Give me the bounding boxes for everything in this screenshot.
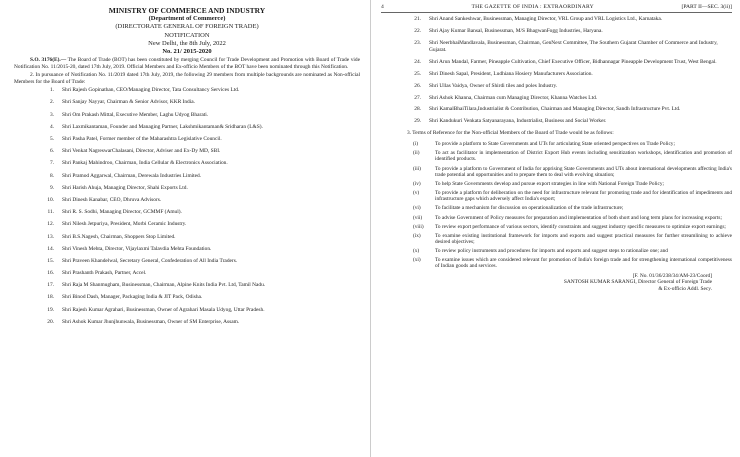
member-item-number: 29. — [414, 118, 421, 125]
tor-item-text: To provide a platform for deliberation on the need for infrastructure relevant for promoting trade and for identification of impediments and infrastructure gaps which adversely affect India's export; — [435, 190, 732, 203]
member-item-text: Shri Venkat NagreswarChalasani, Director, Adviser and Ex-Dy MD, SBI. — [62, 148, 221, 155]
member-item-text: Shri Pankaj Mahindroo, Chairman, India Cellular & Electronics Association. — [62, 160, 228, 167]
member-item — [381, 40, 732, 53]
member-item-text: Shri Prashanth Prakash, Partner, Accel. — [62, 270, 147, 277]
member-item — [14, 258, 360, 265]
member-item-text: Shri KamalBhaiTilara,Industrialist & Contribution, Chairman and Managing Director, Sandh Infrastructure Pvt. Ltd. — [429, 106, 681, 113]
tor-item-number: (iv) — [413, 180, 421, 187]
member-item-number: 21. — [414, 16, 421, 22]
intro-text: The Board of Trade (BOT) has been constituted by merging Council for Trade Development and Promotion with Board of Trade vide Notification No. 11/2015-20, dated 17th July, 2019. Official Members and Ex-officio Members of the BOT have been nominated through this Notification. — [14, 57, 360, 71]
member-item-text: Shri Pramod Aggarwal, Chairman, Derewala Industries Limited. — [62, 172, 202, 179]
so-reference: S.O. 3176(E).— — [30, 57, 67, 64]
tor-item-number: (iii) — [413, 165, 421, 172]
tor-item-text: To help State Governments develop and pursue export strategies in line with National Foreign Trade Policy; — [435, 180, 664, 187]
tor-item — [413, 150, 732, 163]
member-item — [14, 270, 360, 277]
notification-label: NOTIFICATION — [164, 31, 210, 39]
member-item — [14, 221, 360, 228]
intro-paragraph — [14, 57, 360, 70]
member-item-number: 4. — [49, 123, 54, 130]
ministry-heading: MINISTRY OF COMMERCE AND INDUSTRY — [108, 6, 266, 15]
tor-item-number: (viii) — [413, 223, 424, 230]
place-date: New Delhi, the 8th July, 2022 — [148, 39, 226, 47]
member-list-right — [381, 16, 732, 125]
member-item — [14, 148, 360, 155]
tor-intro: 3. Terms of Reference for the Non-official Members of the Board of Trade would be as follows: — [407, 130, 614, 137]
member-item-number: 3. — [49, 111, 54, 118]
member-item-number: 19. — [47, 306, 54, 313]
member-item — [14, 307, 360, 314]
tor-item-number: (ii) — [413, 150, 420, 157]
member-item-text: Shri Ashok Khanna, Chairman cum Managing Director, Khanna Watches Ltd. — [429, 94, 598, 101]
member-item — [14, 124, 360, 131]
tor-item — [413, 181, 732, 187]
member-item-text: Shri Laxmikantaman, Founder and Managing Partner, Lakshmikantaman& Sridharan (L&S). — [62, 123, 263, 130]
member-item-number: 2. — [49, 99, 54, 106]
member-item — [14, 87, 360, 94]
member-item-number: 27. — [414, 94, 421, 101]
tor-item-text: To review policy instruments and procedures for imports and exports and suggest steps to rationalize one; and — [435, 248, 668, 255]
member-item-text: Shri Anand Sankeshwar, Businessman, Managing Director, VRL Group and VRL Logistics Ltd., Karnataka. — [429, 16, 663, 22]
member-item — [14, 112, 360, 119]
member-item-number: 14. — [47, 245, 54, 252]
gazette-title: THE GAZETTE OF INDIA : EXTRAORDINARY — [471, 4, 594, 10]
member-item — [14, 173, 360, 180]
member-item — [14, 185, 360, 192]
tor-item-text: To act as facilitator in implementation of District Export Hub events including sensitization workshops, identification and promotion of identified products. — [435, 150, 732, 163]
member-item-text: Shri Arun Mandal, Farmer, Pineapple Cultivation, Chief Executive Officer, Bidhannagar Pineapple Development Trust, West Bengal. — [429, 58, 717, 65]
member-item-number: 9. — [49, 184, 54, 191]
member-item — [381, 83, 732, 90]
member-item — [14, 246, 360, 253]
file-number: [F. No. 01/36/238/34/AM-23/Coord] — [632, 272, 712, 279]
tor-item — [413, 224, 732, 230]
page-number: 4 — [381, 4, 384, 10]
member-item — [14, 136, 360, 143]
part-label: [PART II—SEC. 3(ii)] — [681, 4, 732, 10]
tor-item-text: To provide a platform to State Governments and UTs for articulating State oriented perspectives on Trade Policy; — [435, 141, 675, 148]
tor-item-number: (xi) — [413, 257, 421, 264]
terms-of-reference-list — [381, 141, 732, 270]
tor-item — [413, 166, 732, 179]
member-item-number: 8. — [49, 172, 54, 179]
member-item-number: 17. — [47, 282, 54, 289]
member-item-number: 22. — [414, 27, 421, 34]
member-item-text: Shri Sanjay Nayyar, Chairman & Senior Advisor, KKR India. — [62, 99, 195, 106]
tor-item-number: (vi) — [413, 205, 421, 212]
member-item-number: 18. — [47, 294, 54, 301]
member-item — [14, 209, 360, 216]
member-item-text: Shri Rajesh Kumar Agrahari, Businessman, Owner of Agrahari Masala Udyog, Uttar Pradesh. — [62, 306, 265, 313]
member-item — [381, 71, 732, 78]
designation: & Ex-officio Addl. Secy. — [658, 285, 712, 292]
member-item-text: Shri Kandukuri Venkata Satyanarayana, Industrialist, Business and Social Worker. — [429, 118, 607, 125]
member-item-text: Shri Dinesh Kanabar, CEO, Dhruva Advisors. — [62, 196, 162, 203]
member-item-number: 12. — [47, 221, 54, 228]
nomination-paragraph: 2. In pursuance of Notification No. 11/2019 dated 17th July, 2019, the following 29 members from multiple backgrounds are nominated as Non-official Members for the Board of Trade: — [14, 71, 360, 85]
member-item-number: 16. — [47, 270, 54, 277]
member-item-number: 7. — [49, 160, 54, 167]
tor-item — [413, 257, 732, 270]
member-item-text: Shri Dinesh Sapal, President, Ludhiana Hosiery Manufacturers Association. — [429, 70, 593, 77]
member-item-text: Shri Vinesh Mehta, Director, Vijaylaxmi Talavdia Mehta Foundation. — [62, 245, 212, 252]
member-item-number: 26. — [414, 82, 421, 89]
member-item-text: Shri Harish Ahuja, Managing Director, Shahi Exports Ltd. — [62, 184, 188, 191]
member-item-text: Shri Binod Dash, Manager, Packaging India & JIT Pack, Odisha. — [62, 294, 203, 301]
member-item-text: Shri B.S.Nagesh, Chairman, Shoppers Stop Limited. — [62, 233, 176, 240]
member-item — [14, 294, 360, 301]
tor-item-text: To facilitate a mechanism for discussion on operationalization of the trade infrastructure; — [435, 205, 624, 212]
tor-item-text: To examine issues which are considered relevant for promotion of India's foreign trade and for strengthening international competitiveness of Indian goods and services. — [435, 257, 732, 270]
tor-item — [413, 233, 732, 246]
tor-item-text: To advise Government of Policy measures for preparation and implementation of both short and long term plans for increasing exports; — [435, 214, 722, 221]
member-item-number: 5. — [49, 136, 54, 143]
member-item-number: 28. — [414, 106, 421, 113]
member-item — [14, 234, 360, 241]
member-item-number: 13. — [47, 233, 54, 240]
member-item — [14, 197, 360, 204]
member-item — [381, 118, 732, 125]
member-item-text: Shri Ullas Vaidya, Owner of Shirdi tiles and poles Industry. — [429, 82, 558, 89]
member-item-number: 10. — [47, 196, 54, 203]
member-item — [14, 282, 360, 289]
member-item — [14, 319, 360, 326]
tor-item-number: (i) — [413, 141, 418, 148]
tor-item-number: (vii) — [413, 214, 423, 221]
member-item — [381, 59, 732, 66]
member-item — [381, 106, 732, 113]
tor-item-text: To provide a platform to Government of India for apprising State Governments and UTs about international developments affecting India's trade potential and opportunities and to prepare them to deal with evolving situation; — [435, 165, 732, 178]
member-item-number: 24. — [414, 58, 421, 65]
member-item-text: Shri NeerbhaiMandlavala, Businessman, Chairman, GenNext Committee, The Southern Gujarat Chamber of Commerce and Industry, Gujarat. — [429, 39, 718, 53]
right-page — [370, 0, 740, 457]
member-item-number: 23. — [414, 39, 421, 46]
tor-item-number: (ix) — [413, 232, 421, 239]
tor-item — [413, 248, 732, 254]
tor-item-text: To review export performance of various sectors, identify constraints and suggest industry specific measures to optimize export earnings; — [435, 223, 726, 230]
member-item — [381, 95, 732, 102]
tor-item — [413, 190, 732, 203]
member-item-number: 15. — [47, 257, 54, 264]
member-item-number: 1. — [49, 87, 54, 94]
member-item-text: Shri Raja M Shanmugham, Businessman, Chairman, Alpine Knits India Pvt. Ltd, Tamil Nadu. — [62, 282, 266, 289]
signatory: SANTOSH KUMAR SARANGI, Director General of Foreign Trade — [563, 279, 712, 286]
member-item-text: Shri Pasha Patel, Former member of the Maharashtra Legislative Council. — [62, 136, 222, 143]
tor-item-number: (x) — [413, 248, 420, 255]
member-item-text: Shri R. S. Sodhi, Managing Director, GCMMF (Amul). — [62, 209, 182, 216]
tor-item — [413, 205, 732, 211]
member-item-text: Shri Rajesh Gopinathan, CEO/Managing Director, Tata Consultancy Services Ltd. — [62, 87, 240, 94]
tor-item — [413, 141, 732, 147]
member-item — [14, 99, 360, 106]
tor-item — [413, 215, 732, 221]
member-item-number: 11. — [47, 209, 54, 216]
member-item-text: Shri Nilesh Jetpuriya, President, Morbi Ceramic Industry. — [62, 221, 187, 228]
member-item-number: 20. — [47, 318, 54, 325]
member-item-number: 6. — [49, 148, 54, 155]
tor-item-number: (v) — [413, 190, 420, 197]
notification-number: No. 21/ 2015-2020 — [162, 48, 212, 56]
member-list-left — [14, 87, 360, 325]
running-header — [381, 4, 732, 13]
member-item-text: Shri Praveen Khandelwal, Secretary General, Confederation of All India Traders. — [62, 257, 238, 264]
member-item — [14, 160, 360, 167]
member-item — [381, 16, 732, 23]
directorate-heading: (DIRECTORATE GENERAL OF FOREIGN TRADE) — [115, 23, 259, 31]
member-item-text: Shri Ashok Kumar Jhunjhunwala, Businessman, Owner of SM Enterprise, Assam. — [62, 318, 240, 325]
tor-item-text: To examine existing institutional framework for imports and exports and suggest practical measures for further streamlining to achieve desired objectives; — [435, 232, 732, 245]
member-item-number: 25. — [414, 70, 421, 77]
member-item — [381, 28, 732, 35]
department-heading: (Department of Commerce) — [148, 15, 226, 22]
member-item-text: Shri Ajay Kumar Bansal, Businessman, M/S BhagwanFogg Industries, Haryana. — [429, 27, 603, 34]
member-item-text: Shri Om Prakash Mittal, Executive Member, Laghu Udyog Bharati. — [62, 111, 209, 118]
